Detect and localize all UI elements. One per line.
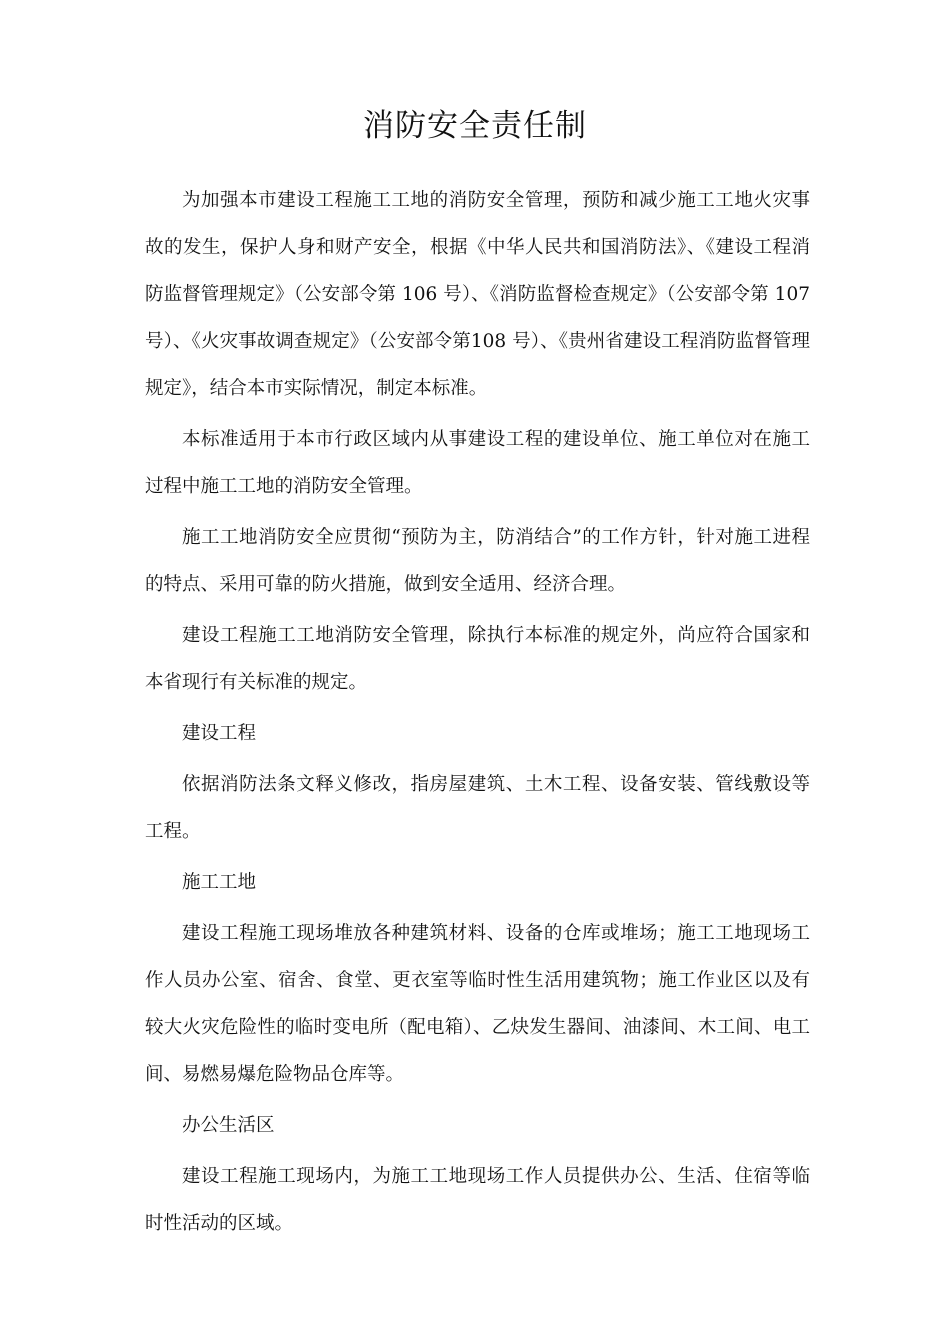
paragraph-principle: 施工工地消防安全应贯彻“预防为主，防消结合”的工作方针，针对施工进程的特点、采用可靠的防火措施，做到安全适用、经济合理。 xyxy=(145,527,810,595)
paragraph-scope: 本标准适用于本市行政区域内从事建设工程的建设单位、施工单位对在施工过程中施工工地的消防安全管理。 xyxy=(145,429,810,497)
term-construction-project: 建设工程 xyxy=(182,723,257,744)
definition-office-living-area: 建设工程施工现场内，为施工工地现场工作人员提供办公、生活、住宿等临时性活动的区域。 xyxy=(145,1166,810,1234)
paragraph-standards: 建设工程施工工地消防安全管理，除执行本标准的规定外，尚应符合国家和本省现行有关标准的规定。 xyxy=(145,625,810,693)
term-construction-site: 施工工地 xyxy=(182,872,257,893)
document-body xyxy=(145,177,810,1251)
definition-construction-project: 依据消防法条文释义修改，指房屋建筑、土木工程、设备安装、管线敷设等工程。 xyxy=(145,774,810,842)
definition-construction-site: 建设工程施工现场堆放各种建筑材料、设备的仓库或堆场；施工工地现场工作人员办公室、宿舍、食堂、更衣室等临时性生活用建筑物；施工作业区以及有较大火灾危险性的临时变电所（配电箱）、乙炔发生器间、油漆间、木工间、电工间、易燃易爆危险物品仓库等。 xyxy=(145,923,810,1085)
document-title: 消防安全责任制 xyxy=(363,108,587,144)
term-office-living-area: 办公生活区 xyxy=(182,1115,275,1136)
paragraph-intro: 为加强本市建设工程施工工地的消防安全管理，预防和减少施工工地火灾事故的发生，保护人身和财产安全，根据《中华人民共和国消防法》、《建设工程消防监督管理规定》（公安部令第 106 号）、《消防监督检查规定》（公安部令第 107 号）、《火灾事故调查规定》（公安部令第108 号）、《贵州省建设工程消防监督管理规定》，结合本市实际情况，制定本标准。 xyxy=(145,190,810,399)
